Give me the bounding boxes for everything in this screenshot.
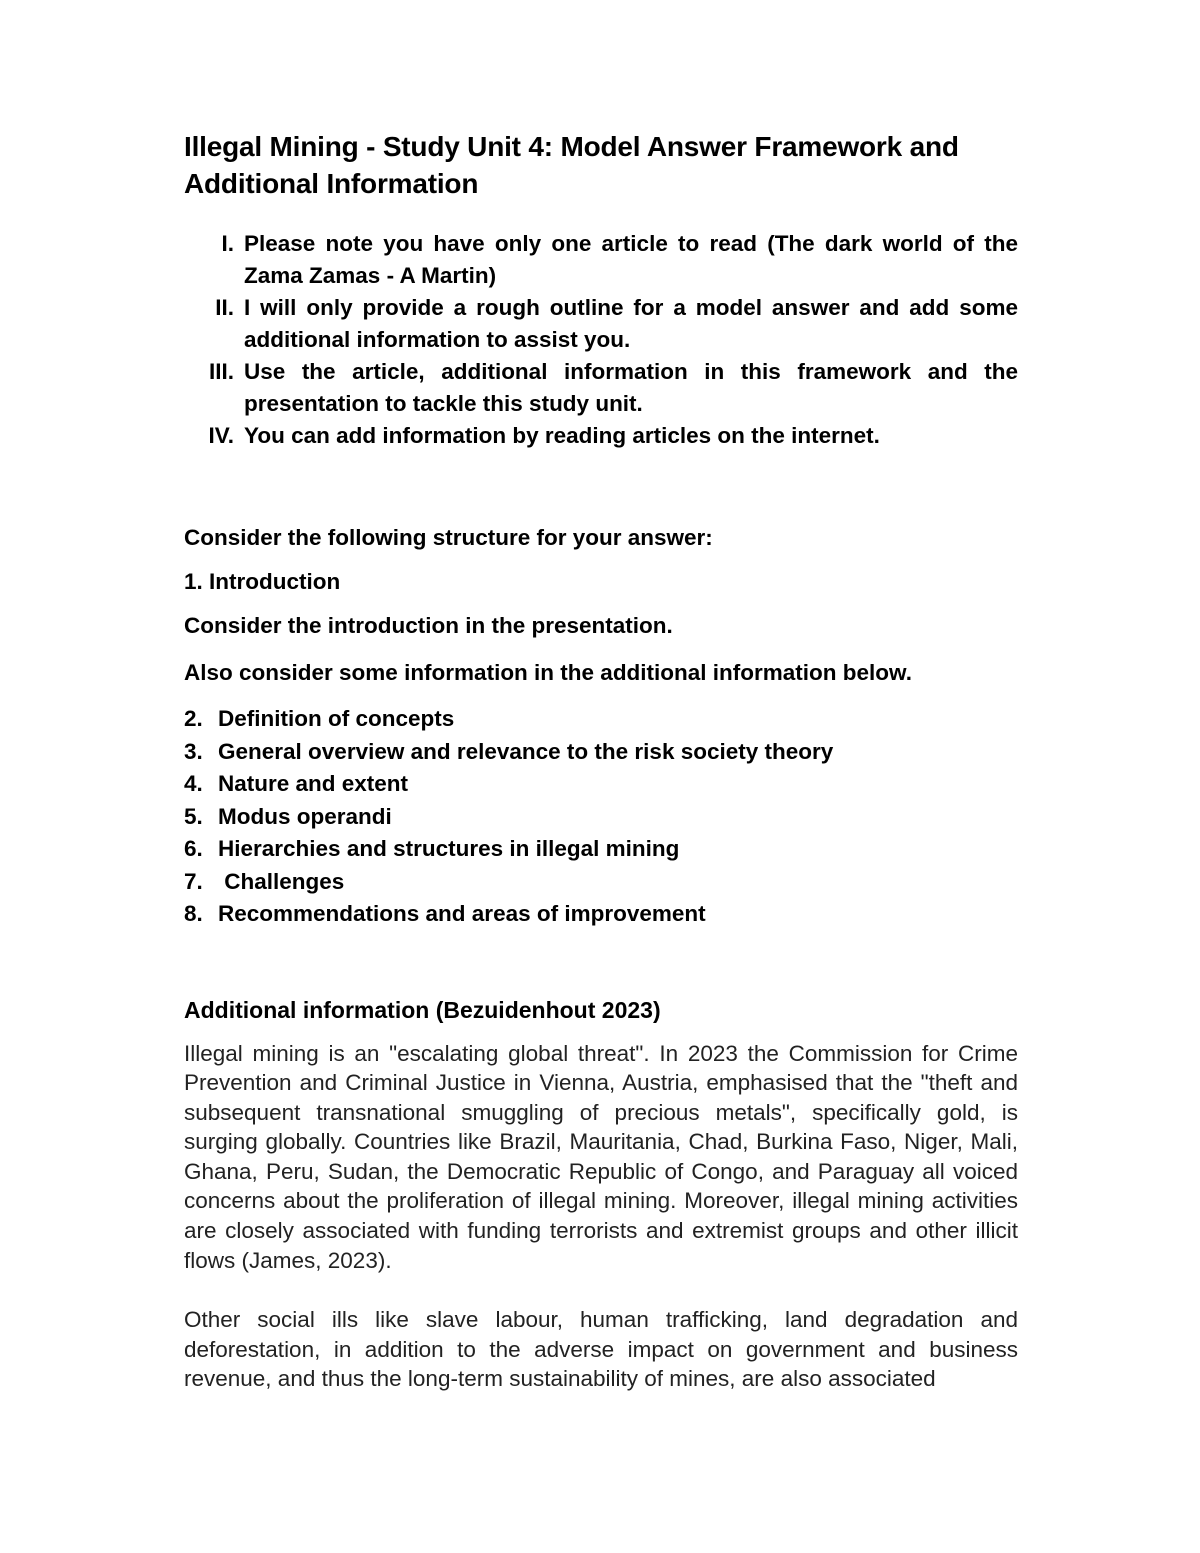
list-item [184, 736, 1018, 769]
note-number: II. [215, 295, 234, 320]
note-number: IV. [208, 423, 234, 448]
list-item [184, 703, 1018, 736]
list-item [184, 833, 1018, 866]
note-text: I will only provide a rough outline for a model answer and add some additional information to assist you. [244, 295, 1018, 352]
structure-list [184, 703, 1018, 931]
document-page [184, 128, 1018, 1394]
structure-number: 5. [184, 803, 203, 829]
list-item [184, 356, 1018, 420]
note-text: Please note you have only one article to read (The dark world of the Zama Zamas - A Martin) [244, 231, 1018, 288]
structure-text: Nature and extent [218, 771, 409, 796]
structure-number: 4. [184, 771, 203, 796]
introduction-heading: 1. Introduction [184, 569, 341, 594]
structure-number: 6. [184, 836, 203, 861]
structure-text: Challenges [218, 868, 345, 894]
additional-info-heading: Additional information (Bezuidenhout 2023) [184, 996, 661, 1023]
structure-text: Modus operandi [218, 803, 392, 829]
list-item [184, 768, 1018, 801]
notes-list [184, 228, 1018, 452]
list-item [184, 898, 1018, 931]
note-number: I. [221, 231, 234, 256]
list-item [184, 420, 1018, 452]
structure-number: 3. [184, 738, 203, 764]
introduction-line-2: Also consider some information in the additional information below. [184, 660, 912, 685]
additional-info-paragraph-1: Illegal mining is an "escalating global threat". In 2023 the Commission for Crime Prevention and Criminal Justice in Vienna, Austria, emphasised that the "theft and subsequent transnational smuggling of precious metals", specifically gold, is surging globally. Countries like Brazil, Mauritania, Chad, Burkina Faso, Niger, Mali, Ghana, Peru, Sudan, the Democratic Republic of Congo, and Paraguay all voiced concerns about the proliferation of illegal mining. Moreover, illegal mining activities are closely associated with funding terrorists and extremist groups and other illicit flows (James, 2023). [184, 1040, 1018, 1273]
note-text: Use the article, additional information in this framework and the presentation to tackle this study unit. [244, 359, 1018, 416]
structure-number: 2. [184, 706, 203, 731]
list-item [184, 866, 1018, 899]
list-item [184, 801, 1018, 834]
note-number: III. [208, 359, 234, 384]
additional-info-paragraph-2: Other social ills like slave labour, human trafficking, land degradation and deforestation, in addition to the adverse impact on government and business revenue, and thus the long-term sustainability of mines, are also associated [184, 1307, 1018, 1392]
structure-intro: Consider the following structure for your answer: [184, 525, 713, 550]
structure-text: Hierarchies and structures in illegal mining [218, 836, 680, 861]
note-text: You can add information by reading articles on the internet. [244, 423, 880, 448]
list-item [184, 292, 1018, 356]
introduction-line-1: Consider the introduction in the presentation. [184, 613, 673, 638]
structure-text: Definition of concepts [218, 706, 455, 731]
structure-number: 8. [184, 901, 203, 926]
structure-text: General overview and relevance to the risk society theory [218, 738, 834, 764]
structure-text: Recommendations and areas of improvement [218, 901, 706, 926]
document-title: Illegal Mining - Study Unit 4: Model Answer Framework and Additional Information [184, 131, 959, 199]
list-item [184, 228, 1018, 292]
structure-number: 7. [184, 868, 203, 894]
